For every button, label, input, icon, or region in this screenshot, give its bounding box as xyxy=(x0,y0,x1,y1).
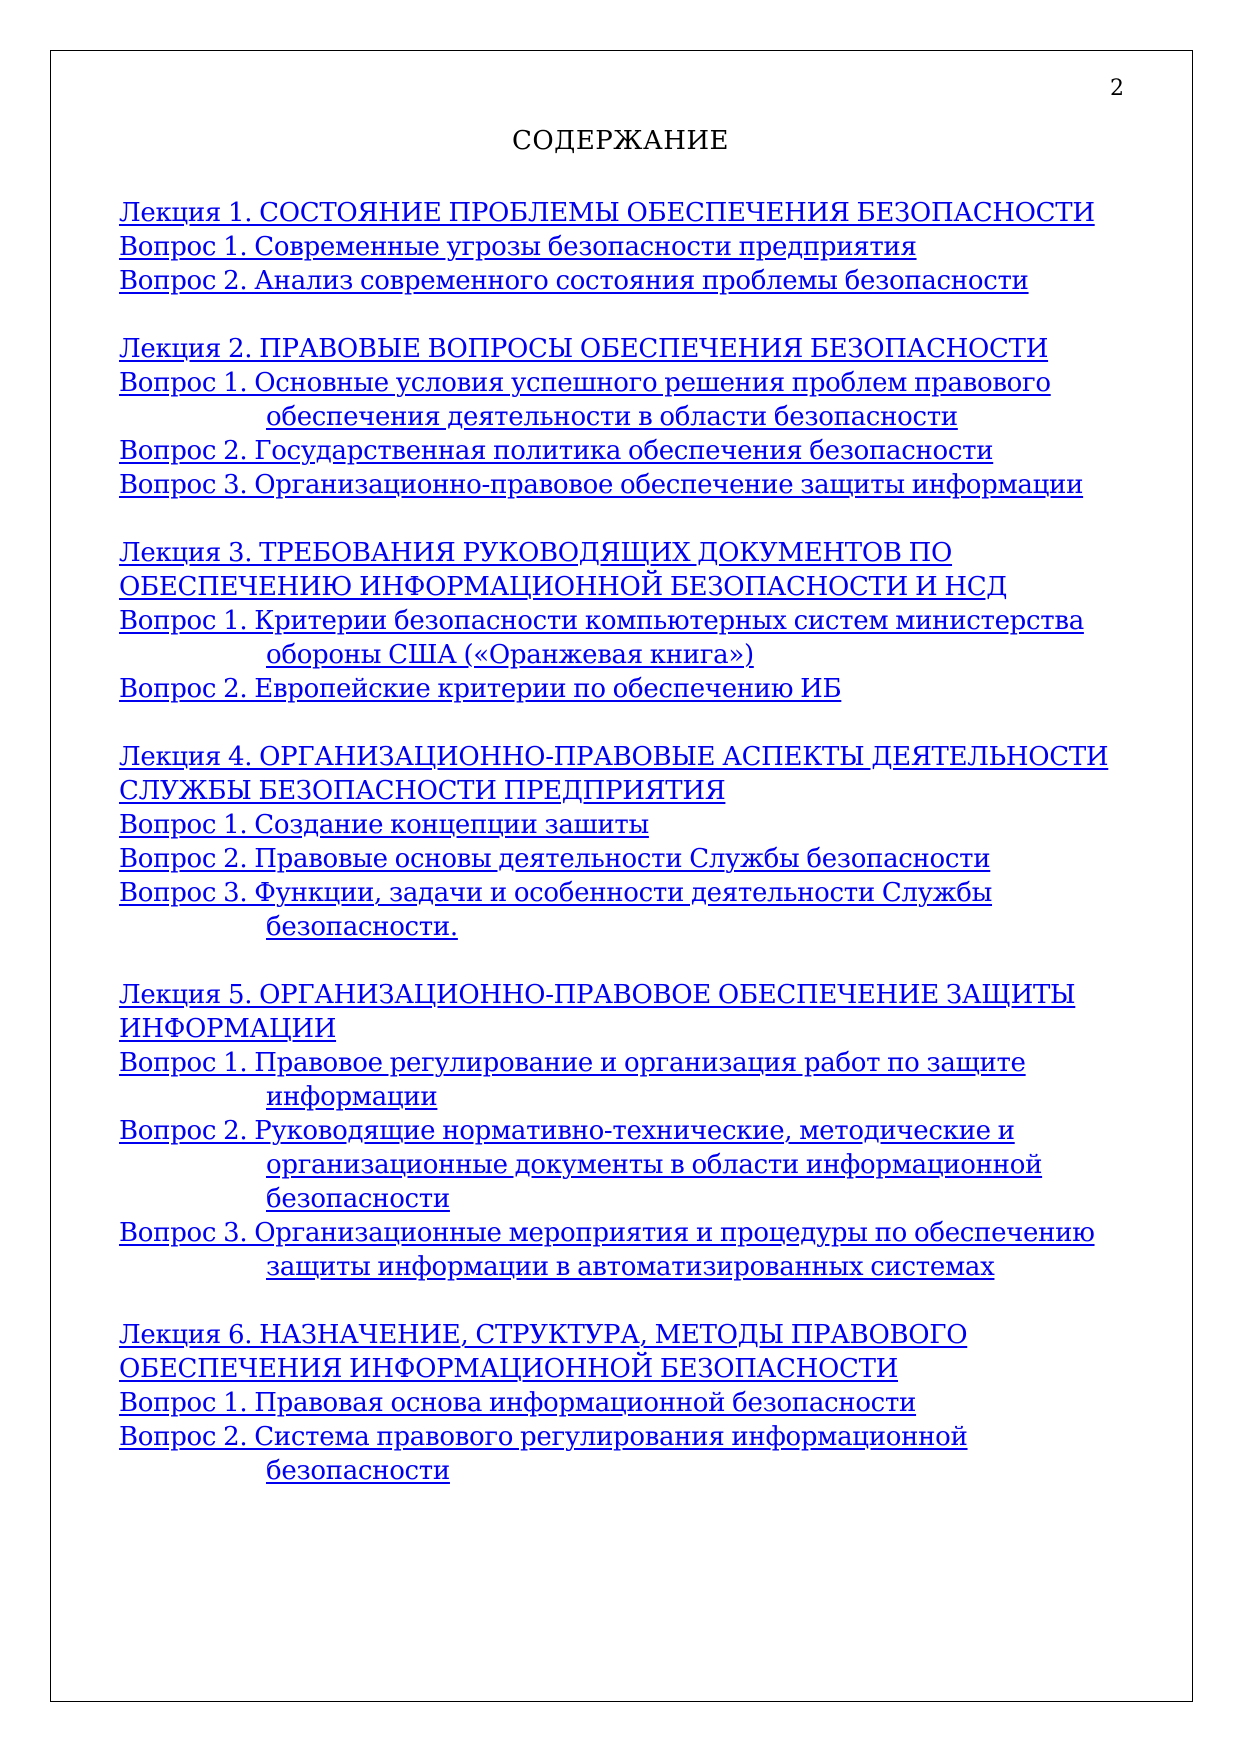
toc-lecture-3-question-1-link[interactable] xyxy=(119,604,1119,672)
toc-question-text: Вопрос 2. Государственная политика обеспечения безопасности xyxy=(119,436,994,466)
toc-question-text: Вопрос 2. Руководящие нормативно-технические, методические и организационные документы в области информационной безопасности xyxy=(119,1116,1043,1214)
toc-lecture-6-title: Лекция 6. НАЗНАЧЕНИЕ, СТРУКТУРА, МЕТОДЫ ПРАВОВОГО ОБЕСПЕЧЕНИЯ ИНФОРМАЦИОННОЙ БЕЗОПАСНОСТИ xyxy=(119,1320,968,1384)
toc-question-text: Вопрос 1. Правовая основа информационной безопасности xyxy=(119,1388,917,1418)
toc-lecture-6-question-1-link[interactable] xyxy=(119,1386,1119,1420)
toc-lecture-1-title: Лекция 1. СОСТОЯНИЕ ПРОБЛЕМЫ ОБЕСПЕЧЕНИЯ БЕЗОПАСНОСТИ xyxy=(119,198,1095,228)
toc-lecture-5-title: Лекция 5. ОРГАНИЗАЦИОННО-ПРАВОВОЕ ОБЕСПЕЧЕНИЕ ЗАЩИТЫ ИНФОРМАЦИИ xyxy=(119,980,1076,1044)
toc-question-text: Вопрос 1. Основные условия успешного решения проблем правового обеспечения деятельности в области безопасности xyxy=(119,368,1051,432)
page-title: СОДЕРЖАНИЕ xyxy=(511,126,730,156)
toc-lecture-3-title: Лекция 3. ТРЕБОВАНИЯ РУКОВОДЯЩИХ ДОКУМЕНТОВ ПО ОБЕСПЕЧЕНИЮ ИНФОРМАЦИОННОЙ БЕЗОПАСНОСТИ И НСД xyxy=(119,538,1008,602)
toc-lecture-5 xyxy=(119,978,1119,1284)
toc-lecture-2-link[interactable] xyxy=(119,332,1119,366)
toc-question-text: Вопрос 3. Функции, задачи и особенности деятельности Службы безопасности. xyxy=(119,878,993,942)
toc-lecture-4-question-1-link[interactable] xyxy=(119,808,1119,842)
toc-lecture-2-question-2-link[interactable] xyxy=(119,434,1119,468)
toc-lecture-2 xyxy=(119,332,1119,502)
toc-question-text: Вопрос 1. Создание концепции зашиты xyxy=(119,810,649,840)
toc-lecture-2-question-3-link[interactable] xyxy=(119,468,1119,502)
toc-lecture-5-question-2-link[interactable] xyxy=(119,1114,1119,1216)
toc-lecture-3-link[interactable] xyxy=(119,536,1119,604)
toc-lecture-4-question-2-link[interactable] xyxy=(119,842,1119,876)
toc-question-text: Вопрос 1. Правовое регулирование и организация работ по защите информации xyxy=(119,1048,1026,1112)
toc-question-text: Вопрос 1. Критерии безопасности компьютерных систем министерства обороны США («Оранжевая книга») xyxy=(119,606,1084,670)
toc-question-text: Вопрос 2. Правовые основы деятельности Службы безопасности xyxy=(119,844,991,874)
toc-question-text: Вопрос 3. Организационно-правовое обеспечение защиты информации xyxy=(119,470,1084,500)
toc-lecture-4-question-3-link[interactable] xyxy=(119,876,1119,944)
toc-lecture-5-link[interactable] xyxy=(119,978,1119,1046)
toc-question-text: Вопрос 1. Современные угрозы безопасности предприятия xyxy=(119,232,917,262)
toc-question-text: Вопрос 3. Организационные мероприятия и процедуры по обеспечению защиты информации в автоматизированных системах xyxy=(119,1218,1095,1282)
toc-lecture-5-question-1-link[interactable] xyxy=(119,1046,1119,1114)
toc-lecture-2-title: Лекция 2. ПРАВОВЫЕ ВОПРОСЫ ОБЕСПЕЧЕНИЯ БЕЗОПАСНОСТИ xyxy=(119,334,1049,364)
toc-lecture-6 xyxy=(119,1318,1119,1488)
toc-lecture-1-question-1-link[interactable] xyxy=(119,230,1119,264)
toc-lecture-3 xyxy=(119,536,1119,706)
toc-lecture-2-question-1-link[interactable] xyxy=(119,366,1119,434)
toc-question-text: Вопрос 2. Европейские критерии по обеспечению ИБ xyxy=(119,674,842,704)
toc-lecture-6-link[interactable] xyxy=(119,1318,1119,1386)
toc-lecture-1-link[interactable] xyxy=(119,196,1119,230)
toc-question-text: Вопрос 2. Анализ современного состояния проблемы безопасности xyxy=(119,266,1029,296)
table-of-contents xyxy=(119,196,1119,1522)
toc-lecture-4 xyxy=(119,740,1119,944)
toc-question-text: Вопрос 2. Система правового регулирования информационной безопасности xyxy=(119,1422,968,1486)
toc-lecture-3-question-2-link[interactable] xyxy=(119,672,1119,706)
toc-lecture-4-link[interactable] xyxy=(119,740,1119,808)
toc-lecture-5-question-3-link[interactable] xyxy=(119,1216,1119,1284)
toc-lecture-4-title: Лекция 4. ОРГАНИЗАЦИОННО-ПРАВОВЫЕ АСПЕКТЫ ДЕЯТЕЛЬНОСТИ СЛУЖБЫ БЕЗОПАСНОСТИ ПРЕДПРИЯТИЯ xyxy=(119,742,1109,806)
toc-lecture-6-question-2-link[interactable] xyxy=(119,1420,1119,1488)
page-number: 2 xyxy=(1110,76,1124,101)
toc-lecture-1 xyxy=(119,196,1119,298)
toc-lecture-1-question-2-link[interactable] xyxy=(119,264,1119,298)
